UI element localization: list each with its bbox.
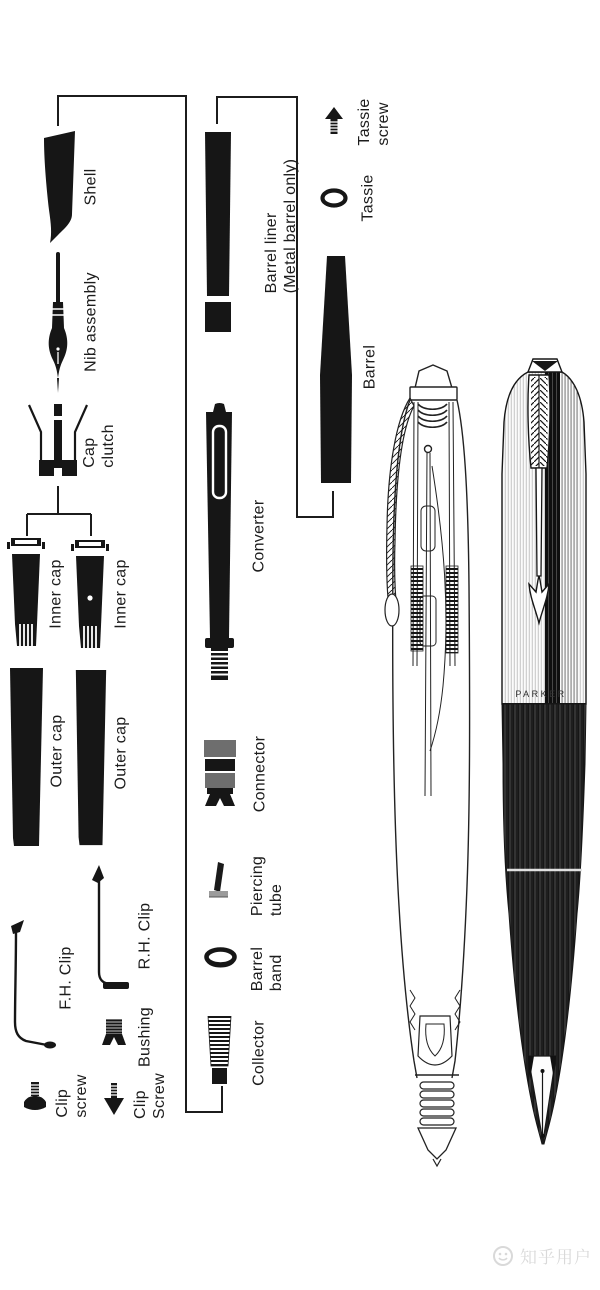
- nib-assembly-label: Nib assembly: [82, 272, 100, 372]
- tassie-label: Tassie: [359, 174, 377, 222]
- rh-clip-part-drawing: [91, 864, 131, 1000]
- tassie-screw-part-drawing: [324, 106, 344, 136]
- clip-screw-right-label: Clip Screw: [132, 1073, 168, 1119]
- converter-part-drawing: [202, 402, 237, 682]
- fh-clip-part-drawing: [11, 918, 57, 1050]
- inner-cap-left-label: Inner cap: [47, 559, 65, 629]
- connector-label: Connector: [251, 735, 269, 813]
- inner-cap-left-part-drawing: [7, 538, 45, 650]
- shell-label: Shell: [82, 168, 100, 206]
- bushing-part-drawing: [101, 1018, 127, 1050]
- shell-part-drawing: [42, 130, 77, 245]
- barrel-liner-label: Barrel liner (Metal barrel only): [263, 158, 299, 294]
- inner-cap-branch: [27, 486, 91, 536]
- outer-cap-left-part-drawing: [8, 668, 45, 850]
- collector-part-drawing: [205, 1016, 234, 1084]
- barrel-part-drawing: [315, 255, 357, 487]
- nib-assembly-part-drawing: [46, 252, 70, 394]
- piercing-tube-part-drawing: [207, 862, 231, 902]
- barrel-band-label: Barrel band: [249, 946, 285, 992]
- fh-clip-label: F.H. Clip: [57, 946, 75, 1010]
- zhihu-user-logo-icon: [491, 1244, 515, 1268]
- barrel-label: Barrel: [361, 344, 379, 390]
- outer-cap-left-label: Outer cap: [48, 714, 66, 788]
- clip-screw-left-label: Clip screw: [54, 1074, 90, 1118]
- clip-screw-left-part-drawing: [23, 1081, 47, 1115]
- cutaway-pen-illustration: [380, 356, 480, 1168]
- tassie-screw-label: Tassie screw: [356, 98, 392, 146]
- piercing-tube-label: Piercing tube: [249, 855, 285, 917]
- converter-label: Converter: [250, 499, 268, 573]
- tassie-part-drawing: [320, 186, 348, 214]
- parker-imprint: PARKER: [515, 689, 567, 699]
- barrel-band-part-drawing: [204, 946, 237, 976]
- watermark-text: 知乎用户: [520, 1248, 592, 1267]
- clip-screw-right-part-drawing: [103, 1083, 125, 1117]
- collector-label: Collector: [250, 1020, 268, 1086]
- cap-clutch-part-drawing: [28, 404, 88, 484]
- assembled-pen-illustration: [498, 354, 590, 1189]
- rh-clip-label: R.H. Clip: [136, 902, 154, 970]
- inner-cap-right-label: Inner cap: [112, 559, 130, 629]
- outer-cap-right-part-drawing: [74, 670, 108, 849]
- connector-part-drawing: [203, 740, 237, 808]
- outer-cap-right-label: Outer cap: [112, 716, 130, 790]
- cap-clutch-label: Cap clutch: [81, 424, 117, 468]
- zhihu-watermark: [491, 1243, 592, 1268]
- bushing-label: Bushing: [136, 1007, 154, 1067]
- barrel-liner-part-drawing: [202, 132, 234, 332]
- inner-cap-right-part-drawing: [71, 540, 109, 652]
